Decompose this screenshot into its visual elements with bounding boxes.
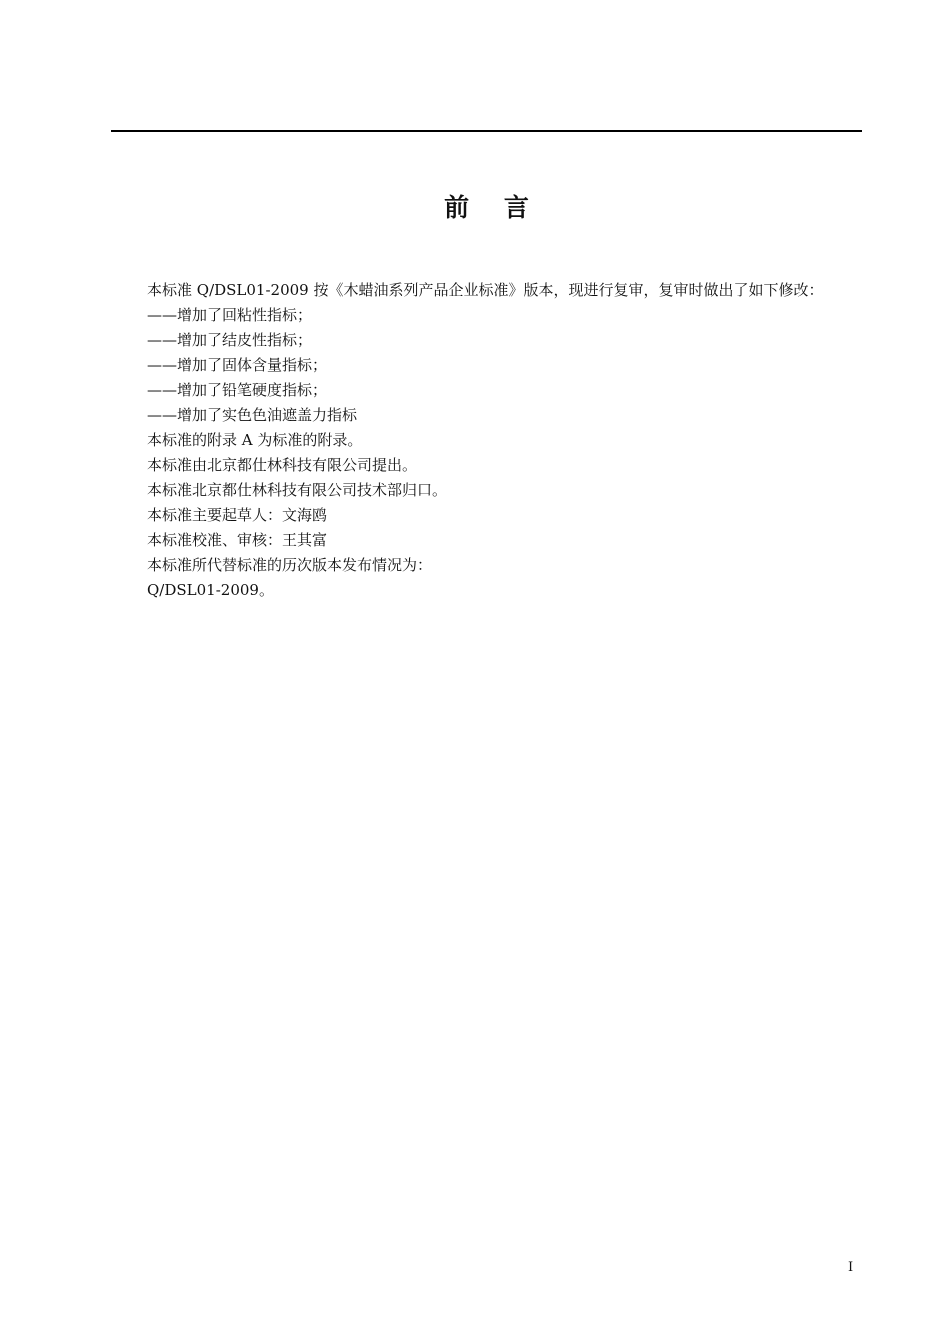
header-rule (111, 130, 862, 132)
foreword-line: 本标准北京都仕林科技有限公司技术部归口。 (147, 481, 448, 499)
foreword-body (147, 278, 872, 603)
foreword-line: ——增加了固体含量指标； (147, 356, 328, 374)
foreword-line: 本标准校准、审核：王其富 (147, 531, 328, 549)
page-title: 前 言 (444, 193, 529, 222)
foreword-line: ——增加了实色色油遮盖力指标 (147, 406, 358, 424)
foreword-line: 本标准的附录 A 为标准的附录。 (147, 431, 363, 449)
foreword-line: ——增加了铅笔硬度指标； (147, 381, 328, 399)
foreword-line: ——增加了回粘性指标； (147, 306, 313, 324)
foreword-line: 本标准由北京都仕林科技有限公司提出。 (147, 456, 418, 474)
foreword-line: Q/DSL01-2009。 (147, 581, 274, 599)
foreword-line: ——增加了结皮性指标； (147, 331, 313, 349)
page-number: I (848, 1260, 854, 1275)
foreword-line: 本标准主要起草人：文海鸥 (147, 506, 328, 524)
foreword-line: 本标准 Q/DSL01-2009 按《木蜡油系列产品企业标准》版本，现进行复审，复审时做出了如下修改： (147, 281, 824, 299)
foreword-line: 本标准所代替标准的历次版本发布情况为： (147, 556, 433, 574)
